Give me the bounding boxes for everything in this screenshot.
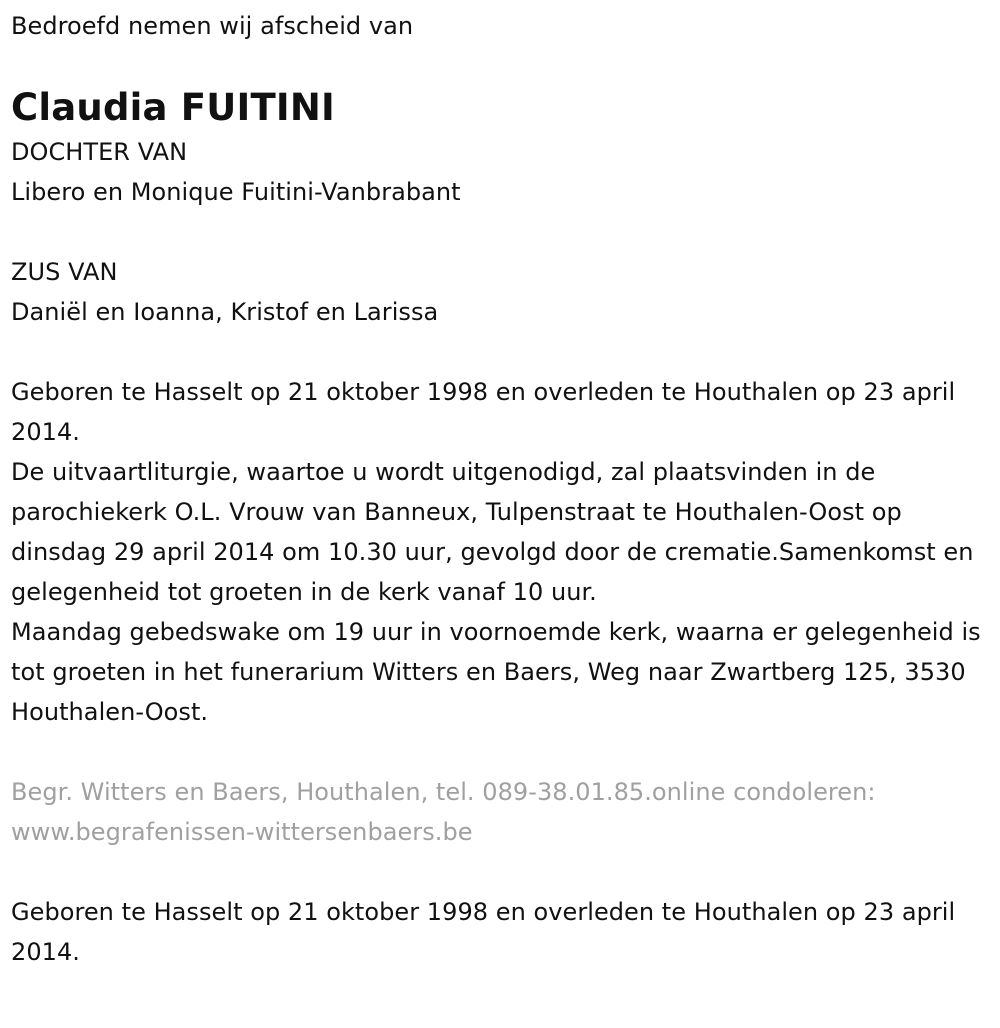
birth-death-repeat-text: Geboren te Hasselt op 21 oktober 1998 en overleden te Houthalen op 23 april 2014. xyxy=(11,898,956,966)
deceased-name: Claudia FUITINI xyxy=(11,86,335,129)
birth-death-text: Geboren te Hasselt op 21 oktober 1998 en overleden te Houthalen op 23 april 2014. xyxy=(11,378,956,446)
intro-line: Bedroefd nemen wij afscheid van xyxy=(11,12,414,40)
vigil-info-text: Maandag gebedswake om 19 uur in voornoemde kerk, waarna er gelegenheid is tot groeten in het funerarium Witters en Baers, Weg naar Zwartberg 125, 3530 Houthalen-Oost. xyxy=(11,618,981,726)
death-notice xyxy=(11,6,991,972)
funeral-info-text: De uitvaartliturgie, waartoe u wordt uitgenodigd, zal plaatsvinden in de parochiekerk O.L. Vrouw van Banneux, Tulpenstraat te Houthalen-Oost op dinsdag 29 april 2014 om 10.30 uur, gevolgd door de crematie.Samenkomst en gelegenheid tot groeten in de kerk vanaf 10 uur. xyxy=(11,458,974,606)
parents-names: Libero en Monique Fuitini-Vanbrabant xyxy=(11,178,461,206)
funeral-director-text: Begr. Witters en Baers, Houthalen, tel. 089-38.01.85.online condoleren: www.begrafenissen-wittersenbaers.be xyxy=(11,778,876,846)
daughter-of-heading: DOCHTER VAN xyxy=(11,138,188,166)
siblings-names: Daniël en Ioanna, Kristof en Larissa xyxy=(11,298,439,326)
sister-of-heading: ZUS VAN xyxy=(11,258,118,286)
